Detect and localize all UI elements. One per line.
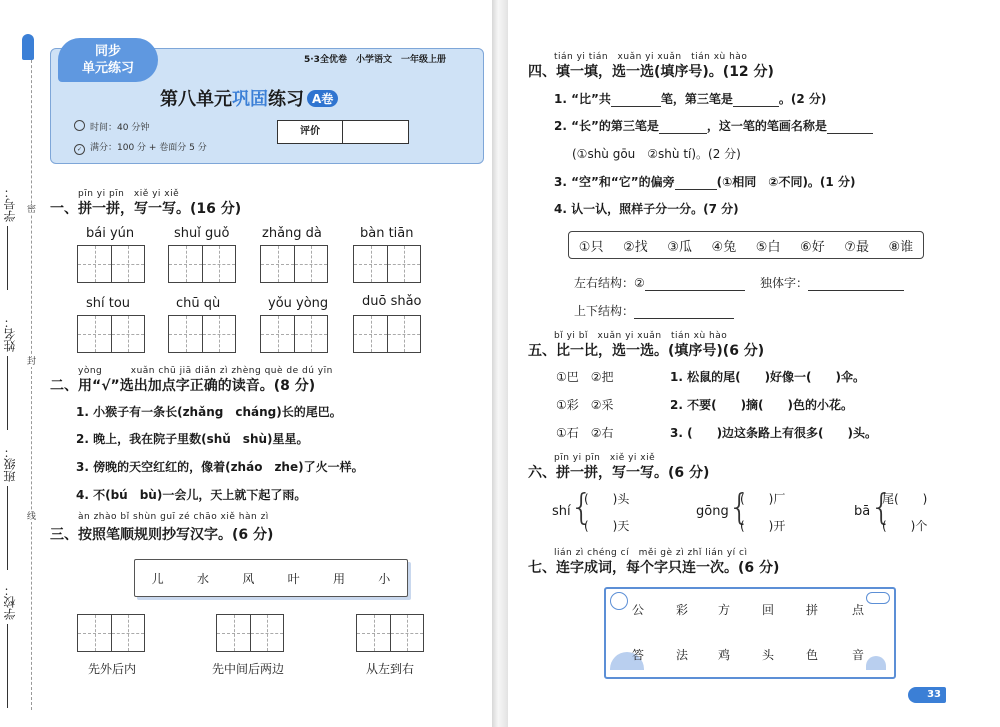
tree-icon [866,656,886,670]
section5-title: 五、比一比，选一选。(填序号)(6 分) [528,343,765,359]
connect-char[interactable]: 色 [806,648,819,662]
pinyin-label: shí [552,504,571,519]
character: 叶 [287,571,300,586]
section1-title: 一、拼一拼，写一写。(16 分) [50,201,242,217]
writing-grid[interactable] [77,315,145,353]
brace-icon: { [728,487,751,528]
stroke-rule: 从左到右 [366,662,415,676]
character: 水 [196,571,209,586]
pinyin-word: chū qù [176,296,221,311]
pinyin-word: zhǎng dà [262,226,322,241]
compare-options: ①巴 ②把 [556,370,614,384]
question-options: (①shù gōu ②shù tí)。(2 分) [572,147,741,161]
seal-dashed-line [31,40,32,710]
section6-title: 六、拼一拼，写一写。(6 分) [528,465,710,481]
seal-mark: 线 [27,512,37,522]
evaluation-label: 评价 [278,121,343,143]
character: 小 [378,571,391,586]
brace-icon: { [570,487,593,528]
connect-char[interactable]: 答 [632,648,645,662]
section7-pinyin: lián zì chéng cí měi gè zì zhǐ lián yí cì [554,548,748,558]
question-item[interactable]: 3. 傍晚的天空红红的，像着(zháo zhe)了火一样。 [76,460,364,474]
clock-icon [74,120,85,131]
question-item[interactable]: 1. 小猴子有一条长(zhǎng cháng)长的尾巴。 [76,405,342,419]
margin-blank-school [7,624,8,708]
pinyin-word: shí tou [86,296,131,311]
margin-blank-name [7,356,8,430]
writing-grid[interactable] [356,614,424,652]
margin-label-class: 班级： [3,446,17,482]
answer-blank[interactable] [634,304,734,319]
evaluation-box [277,120,409,144]
check-icon: ✓ [74,144,85,155]
stroke-rule: 先外后内 [88,662,137,676]
section3-title: 三、按照笔顺规则抄写汉字。(6 分) [50,527,274,543]
brace-icon: { [870,487,893,528]
connect-char[interactable]: 彩 [676,603,689,617]
choice: ②找 [623,239,648,255]
fill-item[interactable]: ( )厂 [740,492,786,506]
answer-blank[interactable] [611,92,661,107]
cloud-icon [866,592,890,604]
connect-char[interactable]: 法 [676,648,689,662]
connect-char[interactable]: 公 [632,603,645,617]
margin-label-name: 姓名： [3,316,17,352]
pinyin-word: shuǐ guǒ [174,226,230,241]
connect-char[interactable]: 音 [852,648,865,662]
choice: ①只 [578,239,604,255]
question-item[interactable]: 4. 不(bú bù)一会儿，天上就下起了雨。 [76,488,307,502]
choice: ⑤白 [755,239,781,255]
seal-mark: 密 [27,205,37,215]
question-text: 1. “比”共 [554,92,611,106]
writing-grid[interactable] [353,245,421,283]
pinyin-label: bā [854,504,871,519]
writing-grid[interactable] [168,245,236,283]
rocket-icon [22,34,34,60]
pinyin-word: yǒu yòng [268,296,329,311]
connect-char[interactable]: 拼 [806,603,819,617]
answer-blank[interactable] [659,119,707,134]
choice: ④兔 [711,239,737,255]
book-spine [492,0,508,727]
choice: ⑦最 [844,239,869,255]
seal-mark: 封 [27,357,37,367]
question-item[interactable]: 2. 晚上，我在院子里数(shǔ shù)星星。 [76,432,309,446]
question-text: 3. “空”和“它”的偏旁 [554,175,675,189]
writing-grid[interactable] [353,315,421,353]
choice: ⑧谁 [888,239,914,255]
section5-pinyin: bǐ yi bǐ xuǎn yi xuǎn tián xù hào [554,331,728,341]
page-number: 33 [908,687,946,703]
stroke-rule: 先中间后两边 [212,662,285,676]
pinyin-word: duō shǎo [362,294,422,309]
character: 风 [242,571,255,586]
question-item[interactable]: 3. ( )边这条路上有很多( )头。 [670,426,878,440]
section3-pinyin: àn zhào bǐ shùn guī zé chāo xiě hàn zì [78,512,269,522]
fill-item[interactable]: ( )开 [740,519,786,533]
question-text: ，这一笔的笔画名称是 [706,119,827,133]
classify-row [760,274,904,291]
answer-blank[interactable] [675,175,717,190]
section1-pinyin: pīn yi pīn xiě yi xiě [78,189,180,199]
character-choices [568,231,924,259]
section6-pinyin: pīn yi pīn xiě yi xiě [554,453,656,463]
writing-grid[interactable] [77,614,145,652]
margin-blank-class [7,486,8,570]
question-item: 4. 认一认，照样子分一分。(7 分) [554,202,739,216]
answer-blank[interactable] [645,276,745,291]
answer-blank[interactable] [808,276,904,291]
writing-grid[interactable] [77,245,145,283]
character: 儿 [151,571,164,586]
title-prefix: 第八单元 [160,89,232,110]
writing-grid[interactable] [168,315,236,353]
compare-options: ①彩 ②采 [556,398,614,412]
section2-pinyin: yòng xuǎn chū jiā diǎn zì zhèng què de dú yīn [78,366,333,376]
section2-title: 二、用“√”选出加点字正确的读音。(8 分) [50,378,316,394]
character-box [134,559,408,597]
question-text: 2. “长”的第三笔是 [554,119,659,133]
fill-item[interactable]: ( )天 [584,519,630,533]
answer-blank[interactable] [733,92,779,107]
title-highlight: 巩固 [232,89,268,110]
score-info [74,140,207,155]
question-item [554,90,826,107]
question-text: 笔，第三笔是 [660,92,733,106]
sync-badge [58,38,158,82]
left-page [0,0,492,727]
fill-item[interactable]: ( )头 [584,492,630,506]
classify-label: 上下结构： [574,304,635,318]
question-item [554,117,873,134]
question-item[interactable]: 2. 不要( )摘( )色的小花。 [670,398,854,412]
question-item [554,173,855,190]
publication-tag: 5·3全优卷 小学语文 一年级上册 [304,55,446,65]
page-title [160,85,338,111]
classify-label: 独体字： [760,276,809,290]
title-suffix: 练习 [268,89,304,110]
pinyin-label: gōng [696,504,729,519]
pinyin-word: bàn tiān [360,226,414,241]
question-text: 。(2 分) [778,92,827,106]
writing-grid[interactable] [260,315,328,353]
section4-title: 四、填一填，选一选(填序号)。(12 分) [528,64,774,80]
margin-label-school: 学校： [3,584,17,620]
writing-grid[interactable] [260,245,328,283]
connect-char[interactable]: 点 [852,603,865,617]
answer-blank[interactable] [827,119,873,134]
connect-char[interactable]: 头 [762,648,775,662]
connect-char[interactable]: 方 [718,603,731,617]
fill-item[interactable]: 尾( ) [882,492,928,506]
time-info [74,120,149,133]
connect-char[interactable]: 回 [762,603,775,617]
badge-line1: 同步 [94,44,121,59]
question-item[interactable]: 1. 松鼠的尾( )好像一( )伞。 [670,370,866,384]
classify-row [574,274,745,291]
choice: ⑥好 [800,239,825,255]
margin-label-student-id: 学号： [3,186,17,222]
question-text: (①相同 ②不同)。(1 分) [716,175,856,189]
character: 用 [332,571,345,586]
classify-label: 左右结构：② [574,276,645,290]
classify-row [574,302,734,319]
writing-grid[interactable] [216,614,284,652]
section4-pinyin: tián yi tián xuǎn yi xuǎn tián xù hào [554,52,748,62]
section7-title: 七、连字成词，每个字只连一次。(6 分) [528,560,780,576]
connect-char[interactable]: 鸡 [718,648,731,662]
choice: ③瓜 [667,239,692,255]
pinyin-word: bái yún [86,226,135,241]
margin-blank-student-id [7,226,8,290]
compare-options: ①石 ②右 [556,426,614,440]
full-score-text: 满分：100 分 + 卷面分 5 分 [90,143,207,153]
time-text: 时间：40 分钟 [90,123,150,133]
badge-line2: 单元练习 [81,61,134,76]
fill-item[interactable]: ( )个 [882,519,928,533]
butterfly-icon [610,592,628,610]
paper-a-badge: A卷 [307,90,338,107]
